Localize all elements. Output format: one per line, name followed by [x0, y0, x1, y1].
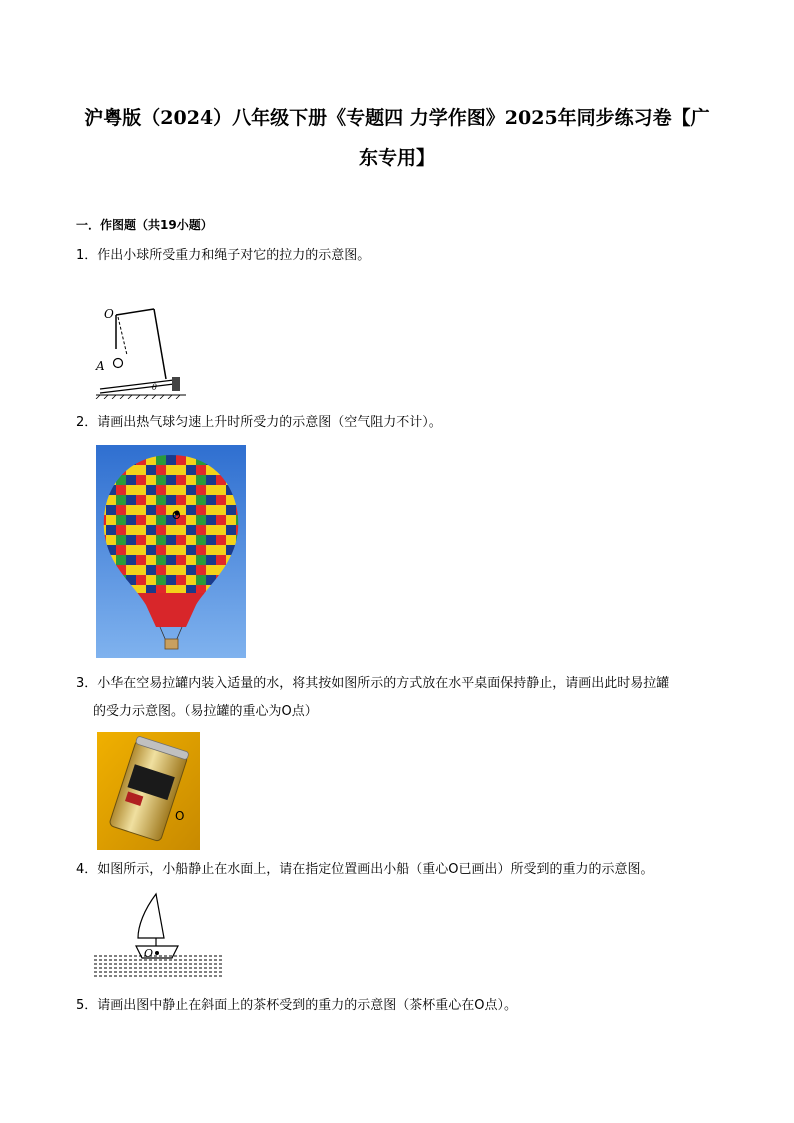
section-heading: 一．作图题（共19小题） — [76, 218, 213, 232]
question-4 — [76, 856, 726, 884]
svg-text:O: O — [172, 509, 181, 522]
question-number: 5． — [76, 998, 98, 1013]
sail — [138, 894, 164, 938]
question-text: 请画出图中静止在斜面上的茶杯受到的重力的示意图（茶杯重心在O点）。 — [97, 998, 518, 1013]
question-number: 2． — [76, 415, 98, 430]
question-2 — [76, 409, 726, 437]
question-5 — [76, 992, 726, 1020]
question-text: 如图所示，小船静止在水面上，请在指定位置画出小船（重心O已画出）所受到的重力的示意图。 — [97, 862, 654, 877]
question-text-cont: 的受力示意图。（易拉罐的重心为O点） — [93, 704, 318, 719]
question-3 — [76, 670, 726, 726]
support-block — [172, 377, 180, 391]
question-text: 作出小球所受重力和绳子对它的拉力的示意图。 — [97, 248, 371, 263]
question-number: 4． — [76, 862, 98, 877]
sailboat-figure — [92, 890, 226, 980]
basket — [165, 639, 178, 649]
question-number: 1． — [76, 248, 98, 263]
title-line-1: 沪粤版（2024）八年级下册《专题四 力学作图》2025年同步练习卷【广 — [84, 107, 710, 129]
question-text: 请画出热气球匀速上升时所受力的示意图（空气阻力不计）。 — [97, 415, 442, 430]
svg-text:O: O — [175, 809, 185, 823]
label-a: A — [96, 359, 105, 373]
pendulum-figure — [92, 303, 190, 399]
hot-air-balloon-photo — [96, 445, 246, 658]
question-text: 小华在空易拉罐内装入适量的水，将其按如图所示的方式放在水平桌面保持静止，请画出此时易拉罐 — [97, 676, 670, 691]
question-1 — [76, 242, 726, 270]
svg-text:θ: θ — [152, 383, 157, 392]
label-o: O — [104, 307, 114, 321]
center-point — [155, 951, 159, 955]
ball — [114, 359, 123, 368]
question-number: 3． — [76, 676, 98, 691]
can-photo — [97, 732, 200, 850]
page-title — [70, 98, 724, 178]
svg-text:O: O — [144, 947, 154, 960]
title-line-2: 东专用】 — [358, 147, 435, 169]
